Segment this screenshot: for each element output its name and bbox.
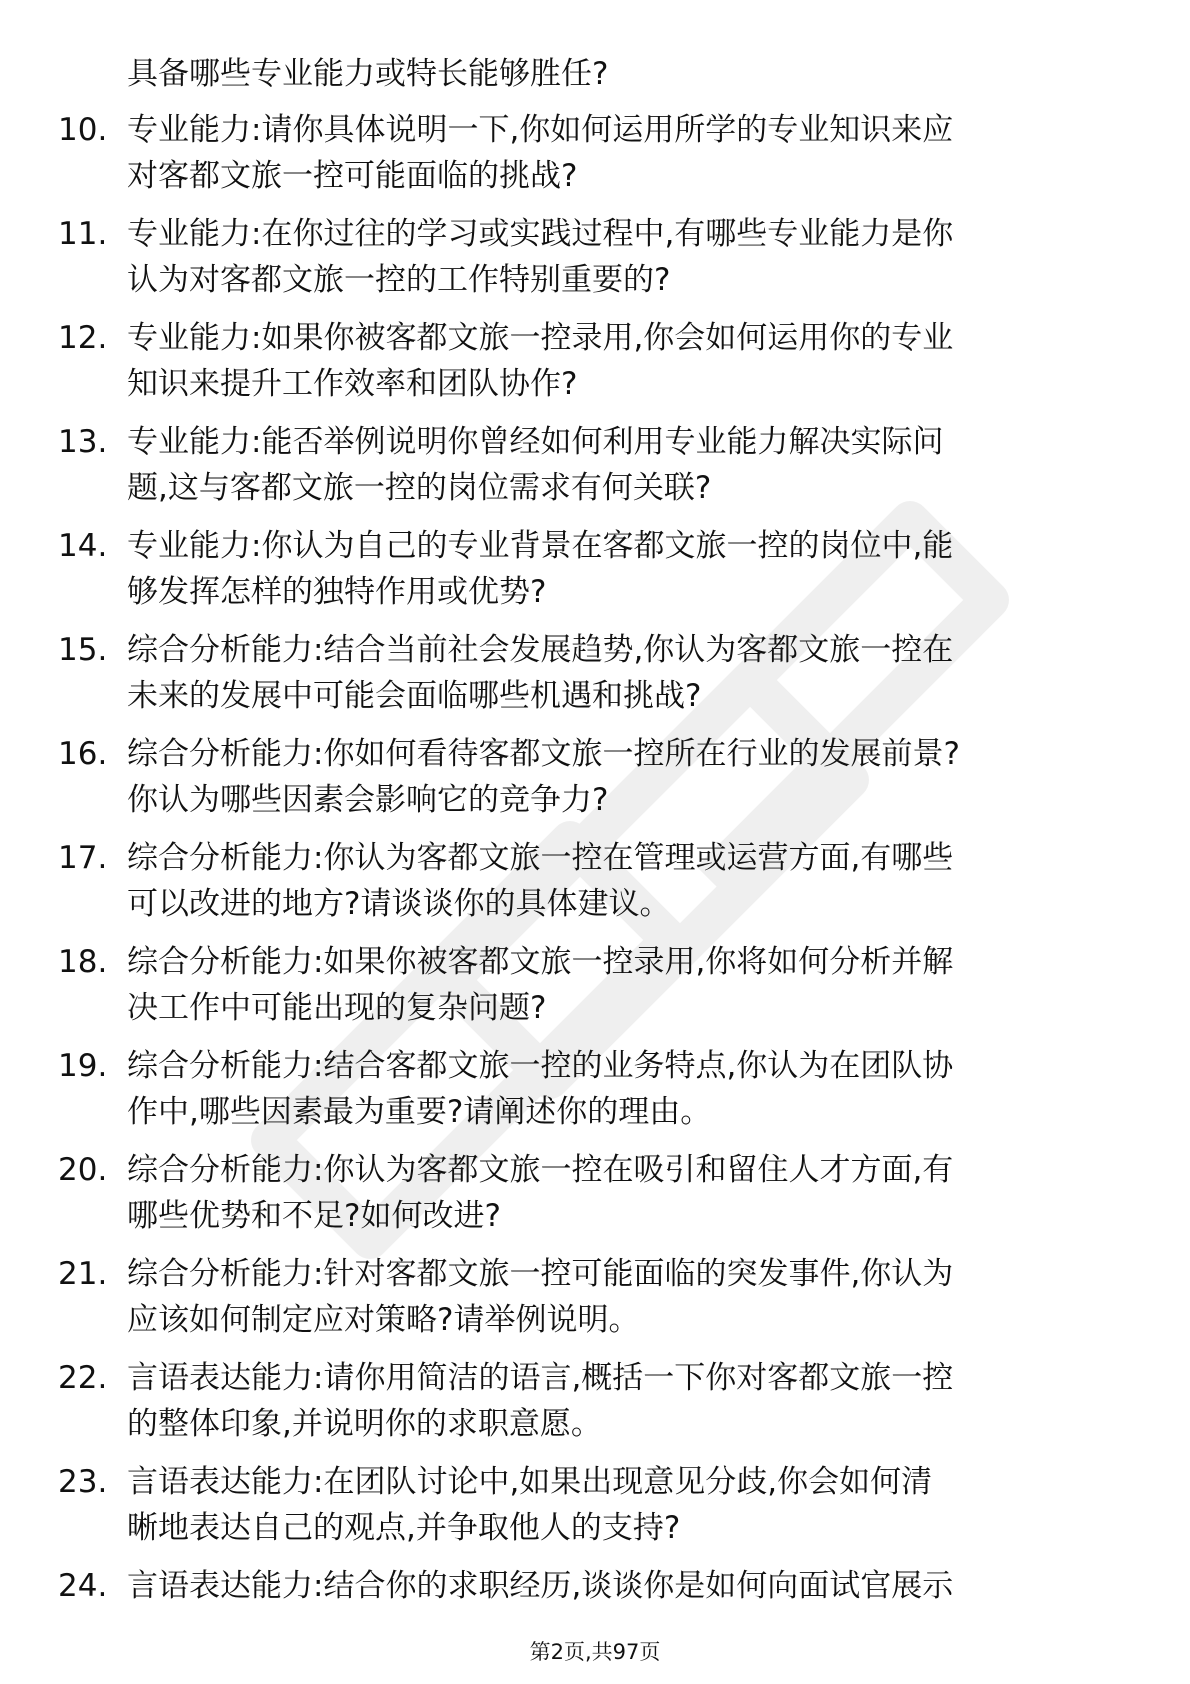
item-text-line: 专业能力:在你过往的学习或实践过程中,有哪些专业能力是你 bbox=[127, 216, 954, 252]
item-text-line: 综合分析能力:结合客都文旅一控的业务特点,你认为在团队协 bbox=[127, 1048, 954, 1084]
list-item bbox=[0, 108, 1190, 212]
list-item bbox=[0, 1356, 1190, 1460]
list-item bbox=[0, 732, 1190, 836]
item-text-line: 作中,哪些因素最为重要?请阐述你的理由。 bbox=[127, 1094, 712, 1130]
question-list bbox=[0, 108, 1190, 1668]
item-text-line: 言语表达能力:结合你的求职经历,谈谈你是如何向面试官展示 bbox=[127, 1568, 954, 1604]
item-text-line: 专业能力:请你具体说明一下,你如何运用所学的专业知识来应 bbox=[127, 112, 954, 148]
item-text-line: 认为对客都文旅一控的工作特别重要的? bbox=[127, 262, 671, 298]
continuation-line: 具备哪些专业能力或特长能够胜任? bbox=[127, 56, 609, 92]
item-text-line: 综合分析能力:你认为客都文旅一控在管理或运营方面,有哪些 bbox=[127, 840, 954, 876]
list-item bbox=[0, 940, 1190, 1044]
item-text-line: 综合分析能力:针对客都文旅一控可能面临的突发事件,你认为 bbox=[127, 1256, 954, 1292]
list-item bbox=[0, 1044, 1190, 1148]
item-text-line: 未来的发展中可能会面临哪些机遇和挑战? bbox=[127, 678, 702, 714]
item-number: 18. bbox=[58, 944, 108, 980]
item-text-line: 综合分析能力:如果你被客都文旅一控录用,你将如何分析并解 bbox=[127, 944, 954, 980]
item-text-line: 哪些优势和不足?如何改进? bbox=[127, 1198, 501, 1234]
list-item bbox=[0, 836, 1190, 940]
item-text-line: 综合分析能力:你如何看待客都文旅一控所在行业的发展前景? bbox=[127, 736, 960, 772]
item-number: 21. bbox=[58, 1256, 108, 1292]
item-number: 14. bbox=[58, 528, 108, 564]
item-number: 22. bbox=[58, 1360, 108, 1396]
item-text-line: 知识来提升工作效率和团队协作? bbox=[127, 366, 578, 402]
item-number: 10. bbox=[58, 112, 108, 148]
item-text-line: 专业能力:你认为自己的专业背景在客都文旅一控的岗位中,能 bbox=[127, 528, 954, 564]
item-text-line: 专业能力:能否举例说明你曾经如何利用专业能力解决实际问 bbox=[127, 424, 944, 460]
list-item bbox=[0, 1252, 1190, 1356]
item-text-line: 可以改进的地方?请谈谈你的具体建议。 bbox=[127, 886, 671, 922]
item-text-line: 言语表达能力:请你用简洁的语言,概括一下你对客都文旅一控 bbox=[127, 1360, 954, 1396]
item-number: 11. bbox=[58, 216, 108, 252]
item-text-line: 言语表达能力:在团队讨论中,如果出现意见分歧,你会如何清 bbox=[127, 1464, 933, 1500]
item-text-line: 晰地表达自己的观点,并争取他人的支持? bbox=[127, 1510, 681, 1546]
item-text-line: 应该如何制定应对策略?请举例说明。 bbox=[127, 1302, 640, 1338]
item-text-line: 综合分析能力:结合当前社会发展趋势,你认为客都文旅一控在 bbox=[127, 632, 954, 668]
item-number: 16. bbox=[58, 736, 108, 772]
list-item bbox=[0, 316, 1190, 420]
item-number: 15. bbox=[58, 632, 108, 668]
item-text-line: 决工作中可能出现的复杂问题? bbox=[127, 990, 547, 1026]
item-text-line: 够发挥怎样的独特作用或优势? bbox=[127, 574, 547, 610]
item-number: 17. bbox=[58, 840, 108, 876]
item-number: 19. bbox=[58, 1048, 108, 1084]
item-number: 24. bbox=[58, 1568, 108, 1604]
item-number: 20. bbox=[58, 1152, 108, 1188]
item-text-line: 的整体印象,并说明你的求职意愿。 bbox=[127, 1406, 602, 1442]
item-number: 12. bbox=[58, 320, 108, 356]
list-item bbox=[0, 212, 1190, 316]
list-item bbox=[0, 1148, 1190, 1252]
list-item bbox=[0, 420, 1190, 524]
item-text-line: 综合分析能力:你认为客都文旅一控在吸引和留住人才方面,有 bbox=[127, 1152, 954, 1188]
item-text-line: 题,这与客都文旅一控的岗位需求有何关联? bbox=[127, 470, 712, 506]
list-item bbox=[0, 628, 1190, 732]
page-footer: 第2页,共97页 bbox=[529, 1640, 661, 1664]
item-text-line: 对客都文旅一控可能面临的挑战? bbox=[127, 158, 578, 194]
item-text-line: 你认为哪些因素会影响它的竞争力? bbox=[127, 782, 609, 818]
list-item bbox=[0, 524, 1190, 628]
list-item bbox=[0, 1460, 1190, 1564]
item-text-line: 专业能力:如果你被客都文旅一控录用,你会如何运用你的专业 bbox=[127, 320, 954, 356]
item-number: 23. bbox=[58, 1464, 108, 1500]
item-number: 13. bbox=[58, 424, 108, 460]
